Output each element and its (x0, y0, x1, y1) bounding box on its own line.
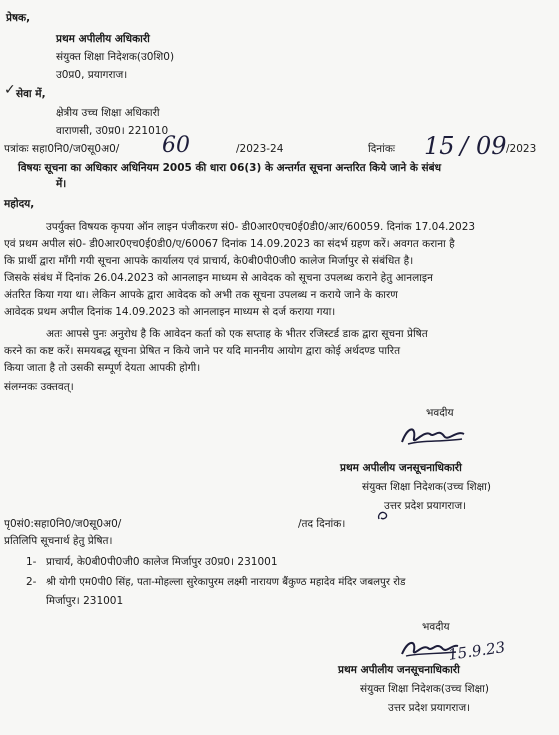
recipient-city: वाराणसी, उ0प्र0। 221010 (56, 125, 169, 137)
handwritten-day: 15 (424, 132, 455, 160)
check-mark-icon: ✓ (4, 82, 16, 98)
sig1-state: उत्तर प्रदेश प्रयागराज। (384, 500, 467, 512)
date-separator: / (460, 132, 469, 160)
sig2-office: संयुक्त शिक्षा निदेशक(उच्च शिक्षा) (360, 683, 489, 695)
para2-line: करने का कष्ट करें। समयबद्ध सूचना प्रेषित न किये जाने पर यदि माननीय आयोग द्वारा कोई अर्थदण्ड पारित (4, 345, 401, 357)
copy-item-text-continued: मिर्जापुर। 231001 (46, 595, 124, 607)
para1-line: आवेदक प्रथम अपील दिनांक 14.09.2023 को आनलाइन माध्यम से दर्ज कराया गया। (4, 306, 336, 318)
subject-line-1: विषयः सूचना का अधिकार अधिनियम 2005 की धारा 06(3) के अन्तर्गत सूचना अन्तरित किये जाने के संबंध (18, 162, 442, 174)
para1-line: एवं प्रथम अपील सं0- डी0आर0एच0ई0डी0/ए/60067 दिनांक 14.09.2023 का संदर्भ ग्रहण करें। अवगत कराना है (4, 238, 455, 250)
sig2-state: उत्तर प्रदेश प्रयागराज। (388, 702, 471, 714)
para1-line: कि प्रार्थी द्वारा माँगी गयी सूचना आपके कार्यालय एवं प्राचार्य, के0बी0पी0जी0 कालेज मिर्जापुर से संबंधित है। (4, 255, 414, 267)
handwritten-signature-date: 15.9.23 (447, 638, 507, 664)
sender-designation: प्रथम अपीलीय अधिकारी (56, 33, 150, 45)
to-label: सेवा में, (16, 88, 46, 100)
pen-mark-icon (376, 508, 390, 522)
para2-line: अतः आपसे पुनः अनुरोध है कि आवेदन कर्ता को एक सप्ताह के भीतर रजिस्टर्ड डाक द्वारा सूचना प्रेषित (46, 328, 428, 340)
letter-number-prefix: पत्रांकः सहा0नि0/ज0सू0अ0/ (4, 143, 120, 155)
signature-1 (398, 420, 470, 450)
letter-number-suffix: /2023-24 (236, 143, 284, 155)
closing-2: भवदीय (422, 621, 450, 633)
copy-ref-number: पृ0सं0:सहा0नि0/ज0सू0अ0/ (4, 518, 122, 530)
date-label: दिनांकः (368, 143, 396, 155)
para1-line: जिसके संबंध में दिनांक 26.04.2023 को आनलाइन माध्यम से आवेदक को सूचना उपलब्ध कराने हेतु आनलाइन (4, 272, 433, 284)
recipient-designation: क्षेत्रीय उच्च शिक्षा अधिकारी (56, 107, 160, 119)
sig1-designation: प्रथम अपीलीय जनसूचनाधिकारी (340, 462, 462, 474)
para1-line: उपर्युक्त विषयक कृपया ऑन लाइन पंजीकरण सं0- डी0आर0एच0ई0डी0/आर/60059. दिनांक 17.04.2023 (46, 221, 476, 233)
copy-item-number: 1- (26, 556, 37, 568)
enclosure: संलग्नकः उक्तवत्। (4, 381, 74, 393)
letter-year: /2023 (506, 143, 537, 155)
copy-item-text: प्राचार्य, के0बी0पी0जी0 कालेज मिर्जापुर उ0प्र0। 231001 (46, 556, 278, 568)
copy-ref-date: /तद दिनांक। (298, 518, 346, 530)
closing-1: भवदीय (426, 407, 454, 419)
from-label: प्रेषक, (6, 12, 31, 24)
subject-line-2: में। (56, 178, 67, 190)
copy-item-text: श्री योगी एम0पी0 सिंह, पता-मोहल्ला सुरेकापुरम लक्ष्मी नारायण बैंकुण्ठ महादेव मंदिर जबलपुर रोड (46, 577, 406, 588)
sig1-office: संयुक्त शिक्षा निदेशक(उच्च शिक्षा) (362, 481, 491, 493)
sender-city: उ0प्र0, प्रयागराज। (56, 69, 128, 81)
copy-intro: प्रतिलिपि सूचनार्थ हेतु प्रेषित। (4, 535, 113, 547)
sender-office: संयुक्त शिक्षा निदेशक(उ0शि0) (56, 51, 175, 63)
handwritten-month: 09 (476, 132, 507, 160)
salutation: महोदय, (4, 198, 35, 210)
para2-line: किया जाता है तो उसकी सम्पूर्ण देयता आपकी होगी। (4, 362, 201, 374)
copy-item-number: 2- (26, 576, 37, 588)
sig2-designation: प्रथम अपीलीय जनसूचनाधिकारी (338, 664, 460, 676)
para1-line: अंतरित किया गया था। लेकिन आपके द्वारा आवेदक को अभी तक सूचना उपलब्ध न कराये जाने के कारण (4, 289, 398, 301)
handwritten-letter-number: 60 (162, 133, 190, 158)
